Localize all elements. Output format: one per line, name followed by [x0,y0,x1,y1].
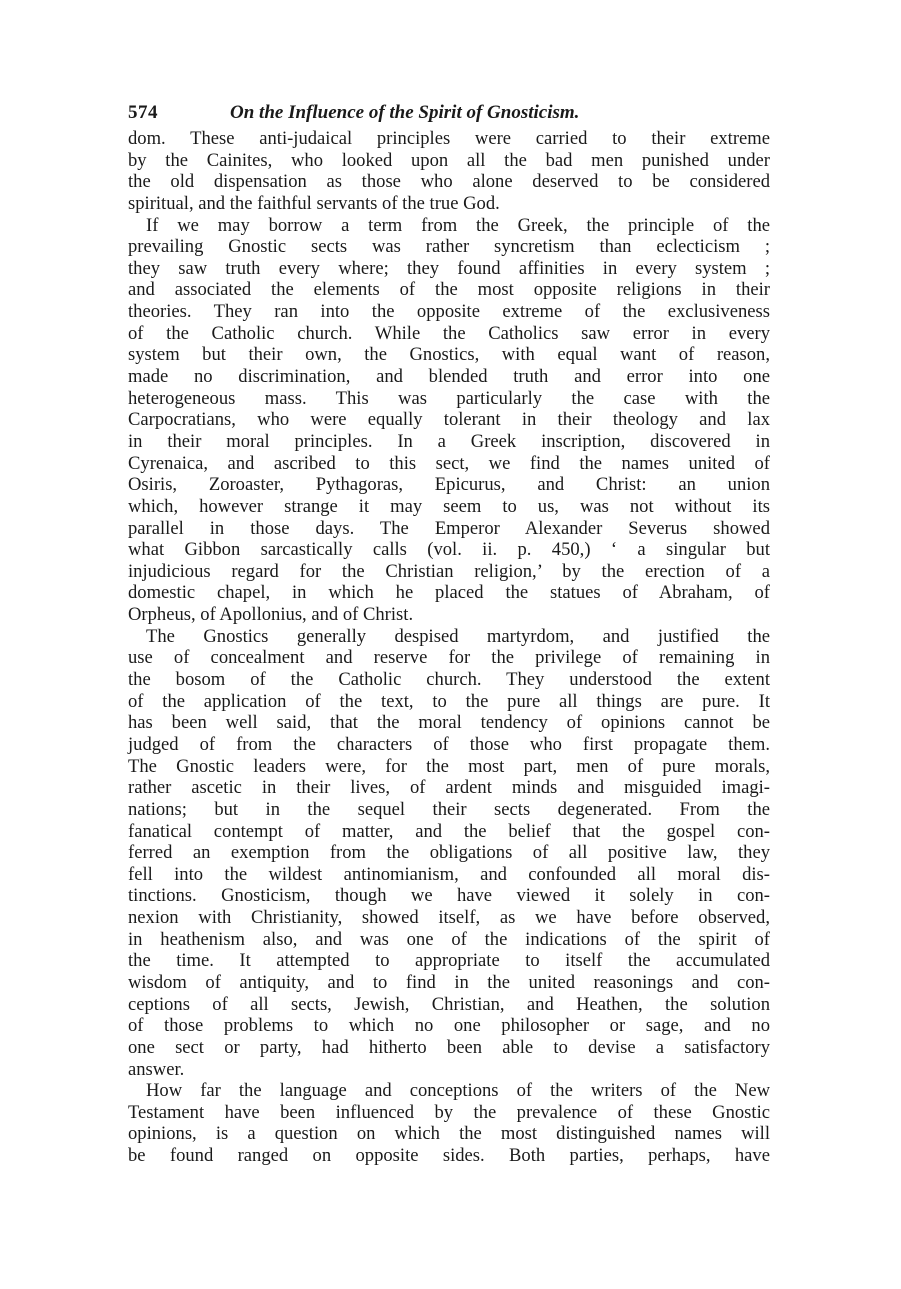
text-line: be found ranged on opposite sides. Both parties, perhaps, have [128,1145,770,1167]
text-line: which, however strange it may seem to us, was not without its [128,495,770,517]
text-line: parallel in those days. The Emperor Alexander Severus showed [128,517,770,539]
text-line: nexion with Christianity, showed itself, as we have before observed, [128,907,770,929]
text-line: prevailing Gnostic sects was rather syncretism than eclecticism ; [128,236,770,258]
text-line: How far the language and conceptions of the writers of the New [146,1080,770,1102]
text-line: and associated the elements of the most opposite religions in their [128,279,770,301]
text-line: of those problems to which no one philosopher or sage, and no [128,1015,770,1037]
text-line: Osiris, Zoroaster, Pythagoras, Epicurus, and Christ: an union [128,474,770,496]
text-line: The Gnostics generally despised martyrdom, and justified the [146,625,770,647]
text-line: wisdom of antiquity, and to find in the united reasonings and con- [128,971,770,993]
text-line: heterogeneous mass. This was particularly the case with the [128,387,770,409]
page-header [128,98,770,128]
text-line: The Gnostic leaders were, for the most part, men of pure morals, [128,755,770,777]
text-line: the bosom of the Catholic church. They understood the extent [128,669,770,691]
text-line: the old dispensation as those who alone deserved to be considered [128,171,770,193]
text-line: answer. [128,1058,185,1080]
text-line: of the Catholic church. While the Catholics saw error in every [128,322,770,344]
text-line: the time. It attempted to appropriate to itself the accumulated [128,950,770,972]
text-line: they saw truth every where; they found affinities in every system ; [128,257,770,279]
text-line: Orpheus, of Apollonius, and of Christ. [128,604,414,626]
page-number: 574 [128,102,158,123]
text-line: theories. They ran into the opposite extreme of the exclusiveness [128,301,770,323]
text-line: in heathenism also, and was one of the indications of the spirit of [128,928,770,950]
text-line: Cyrenaica, and ascribed to this sect, we find the names united of [128,452,770,474]
text-line: one sect or party, had hitherto been able to devise a satisfactory [128,1036,770,1058]
body-text [128,128,770,1167]
text-line: ferred an exemption from the obligations of all positive law, they [128,842,770,864]
text-line: rather ascetic in their lives, of ardent minds and misguided imagi- [128,777,770,799]
text-line: tinctions. Gnosticism, though we have viewed it solely in con- [128,885,770,907]
text-line: If we may borrow a term from the Greek, the principle of the [146,214,770,236]
text-line: made no discrimination, and blended truth and error into one [128,366,770,388]
text-line: has been well said, that the moral tendency of opinions cannot be [128,712,770,734]
text-line: by the Cainites, who looked upon all the bad men punished under [128,149,770,171]
text-line: dom. These anti-judaical principles were carried to their extreme [128,128,770,149]
text-line: injudicious regard for the Christian religion,’ by the erection of a [128,560,770,582]
text-line: Carpocratians, who were equally tolerant in their theology and lax [128,409,770,431]
text-line: spiritual, and the faithful servants of the true God. [128,192,500,214]
text-line: use of concealment and reserve for the privilege of remaining in [128,647,770,669]
text-line: in their moral principles. In a Greek inscription, discovered in [128,430,770,452]
text-line: opinions, is a question on which the most distinguished names will [128,1123,770,1145]
text-line: nations; but in the sequel their sects degenerated. From the [128,798,770,820]
running-title: On the Influence of the Spirit of Gnosticism. [230,102,580,123]
text-line: fanatical contempt of matter, and the belief that the gospel con- [128,820,770,842]
book-page [128,98,770,1167]
text-line: system but their own, the Gnostics, with equal want of reason, [128,344,770,366]
text-line: of the application of the text, to the pure all things are pure. It [128,690,770,712]
text-line: ceptions of all sects, Jewish, Christian, and Heathen, the solution [128,993,770,1015]
text-line: fell into the wildest antinomianism, and confounded all moral dis- [128,863,770,885]
text-line: Testament have been influenced by the prevalence of these Gnostic [128,1101,770,1123]
text-line: what Gibbon sarcastically calls (vol. ii. p. 450,) ‘ a singular but [128,539,770,561]
text-line: judged of from the characters of those who first propagate them. [128,733,770,755]
text-line: domestic chapel, in which he placed the statues of Abraham, of [128,582,770,604]
